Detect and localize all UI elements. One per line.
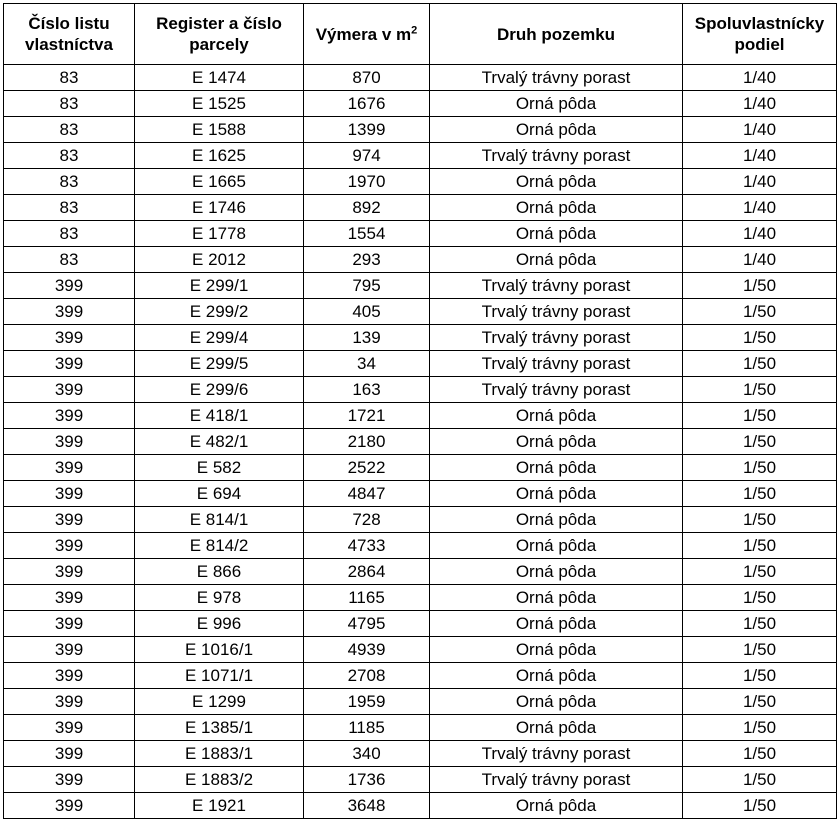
- ownership-share-cell: 1/40: [683, 117, 837, 143]
- table-row: [4, 273, 837, 299]
- parcel-number-cell: E 1016/1: [135, 637, 304, 663]
- ownership-sheet-cell: 399: [4, 767, 135, 793]
- ownership-sheet-cell: 83: [4, 195, 135, 221]
- ownership-share-cell: 1/50: [683, 507, 837, 533]
- land-type-cell: Trvalý trávny porast: [430, 143, 683, 169]
- area-cell: 1554: [304, 221, 430, 247]
- ownership-sheet-cell: 399: [4, 741, 135, 767]
- table-row: [4, 195, 837, 221]
- ownership-sheet-cell: 399: [4, 351, 135, 377]
- parcel-number-cell: E 1883/1: [135, 741, 304, 767]
- ownership-share-cell: 1/50: [683, 429, 837, 455]
- parcel-number-cell: E 694: [135, 481, 304, 507]
- area-cell: 4795: [304, 611, 430, 637]
- header-land-type-text: Druh pozemku: [496, 24, 616, 44]
- header-row: [4, 4, 837, 65]
- land-type-cell: Orná pôda: [430, 117, 683, 143]
- ownership-sheet-cell: 83: [4, 65, 135, 91]
- land-type-cell: Trvalý trávny porast: [430, 325, 683, 351]
- parcel-number-cell: E 482/1: [135, 429, 304, 455]
- area-cell: 2708: [304, 663, 430, 689]
- ownership-share-cell: 1/50: [683, 455, 837, 481]
- area-cell: 1959: [304, 689, 430, 715]
- table-row: [4, 169, 837, 195]
- land-type-cell: Trvalý trávny porast: [430, 65, 683, 91]
- header-land-type: [430, 4, 683, 65]
- header-area-text: Výmera v m: [315, 24, 412, 44]
- parcel-number-cell: E 2012: [135, 247, 304, 273]
- parcel-number-cell: E 1746: [135, 195, 304, 221]
- ownership-share-cell: 1/50: [683, 637, 837, 663]
- area-cell: 728: [304, 507, 430, 533]
- ownership-sheet-cell: 399: [4, 325, 135, 351]
- ownership-sheet-cell: 399: [4, 689, 135, 715]
- area-cell: 1721: [304, 403, 430, 429]
- ownership-sheet-cell: 399: [4, 637, 135, 663]
- land-type-cell: Orná pôda: [430, 221, 683, 247]
- table-row: [4, 663, 837, 689]
- area-cell: 405: [304, 299, 430, 325]
- ownership-sheet-cell: 83: [4, 143, 135, 169]
- land-type-cell: Trvalý trávny porast: [430, 299, 683, 325]
- ownership-share-cell: 1/50: [683, 351, 837, 377]
- header-register-parcel-line2: parcely: [189, 35, 249, 54]
- land-type-cell: Orná pôda: [430, 585, 683, 611]
- table-row: [4, 247, 837, 273]
- ownership-sheet-cell: 83: [4, 91, 135, 117]
- ownership-sheet-cell: 399: [4, 507, 135, 533]
- land-type-cell: Orná pôda: [430, 663, 683, 689]
- parcel-number-cell: E 1071/1: [135, 663, 304, 689]
- parcel-number-cell: E 1385/1: [135, 715, 304, 741]
- area-cell: 1736: [304, 767, 430, 793]
- ownership-share-cell: 1/50: [683, 377, 837, 403]
- table-row: [4, 117, 837, 143]
- table-row: [4, 221, 837, 247]
- parcel-number-cell: E 1588: [135, 117, 304, 143]
- land-type-cell: Orná pôda: [430, 169, 683, 195]
- ownership-share-cell: 1/50: [683, 767, 837, 793]
- land-type-cell: Orná pôda: [430, 559, 683, 585]
- table-row: [4, 351, 837, 377]
- ownership-sheet-cell: 83: [4, 247, 135, 273]
- area-cell: 1399: [304, 117, 430, 143]
- table-row: [4, 689, 837, 715]
- parcel-number-cell: E 299/5: [135, 351, 304, 377]
- ownership-share-cell: 1/50: [683, 533, 837, 559]
- land-type-cell: Trvalý trávny porast: [430, 377, 683, 403]
- ownership-share-cell: 1/50: [683, 715, 837, 741]
- area-cell: 1185: [304, 715, 430, 741]
- ownership-share-cell: 1/50: [683, 741, 837, 767]
- land-type-cell: Orná pôda: [430, 195, 683, 221]
- area-cell: 34: [304, 351, 430, 377]
- land-type-cell: Trvalý trávny porast: [430, 351, 683, 377]
- area-cell: 1676: [304, 91, 430, 117]
- ownership-sheet-cell: 399: [4, 299, 135, 325]
- area-cell: 4733: [304, 533, 430, 559]
- area-cell: 2180: [304, 429, 430, 455]
- parcel-number-cell: E 1625: [135, 143, 304, 169]
- table-row: [4, 715, 837, 741]
- area-cell: 163: [304, 377, 430, 403]
- parcel-number-cell: E 1778: [135, 221, 304, 247]
- table-row: [4, 741, 837, 767]
- ownership-share-cell: 1/40: [683, 65, 837, 91]
- ownership-sheet-cell: 399: [4, 663, 135, 689]
- area-cell: 892: [304, 195, 430, 221]
- ownership-sheet-cell: 83: [4, 117, 135, 143]
- parcel-number-cell: E 1525: [135, 91, 304, 117]
- land-type-cell: Orná pôda: [430, 403, 683, 429]
- table-row: [4, 611, 837, 637]
- land-type-cell: Trvalý trávny porast: [430, 767, 683, 793]
- land-type-cell: Orná pôda: [430, 91, 683, 117]
- land-type-cell: Orná pôda: [430, 637, 683, 663]
- ownership-share-cell: 1/40: [683, 169, 837, 195]
- ownership-share-cell: 1/40: [683, 195, 837, 221]
- parcel-number-cell: E 1883/2: [135, 767, 304, 793]
- table-row: [4, 767, 837, 793]
- area-cell: 870: [304, 65, 430, 91]
- area-cell: 1970: [304, 169, 430, 195]
- parcel-number-cell: E 299/4: [135, 325, 304, 351]
- parcel-number-cell: E 299/1: [135, 273, 304, 299]
- land-type-cell: Orná pôda: [430, 793, 683, 819]
- area-cell: 4847: [304, 481, 430, 507]
- ownership-sheet-cell: 83: [4, 221, 135, 247]
- parcel-number-cell: E 1665: [135, 169, 304, 195]
- table-row: [4, 533, 837, 559]
- land-type-cell: Orná pôda: [430, 247, 683, 273]
- ownership-share-cell: 1/50: [683, 481, 837, 507]
- ownership-share-cell: 1/50: [683, 585, 837, 611]
- parcel-number-cell: E 866: [135, 559, 304, 585]
- ownership-share-cell: 1/50: [683, 611, 837, 637]
- table-row: [4, 91, 837, 117]
- ownership-sheet-cell: 83: [4, 169, 135, 195]
- parcel-number-cell: E 418/1: [135, 403, 304, 429]
- land-type-cell: Trvalý trávny porast: [430, 273, 683, 299]
- ownership-sheet-cell: 399: [4, 585, 135, 611]
- land-type-cell: Orná pôda: [430, 455, 683, 481]
- area-cell: 2864: [304, 559, 430, 585]
- ownership-sheet-cell: 399: [4, 611, 135, 637]
- table-body: [4, 65, 837, 819]
- area-cell: 2522: [304, 455, 430, 481]
- table-row: [4, 429, 837, 455]
- table-row: [4, 403, 837, 429]
- ownership-share-cell: 1/50: [683, 403, 837, 429]
- parcel-number-cell: E 582: [135, 455, 304, 481]
- ownership-share-cell: 1/50: [683, 325, 837, 351]
- parcel-number-cell: E 1474: [135, 65, 304, 91]
- land-type-cell: Trvalý trávny porast: [430, 741, 683, 767]
- parcel-number-cell: E 1299: [135, 689, 304, 715]
- ownership-sheet-cell: 399: [4, 533, 135, 559]
- table-row: [4, 507, 837, 533]
- parcel-table: [3, 3, 837, 819]
- area-cell: 1165: [304, 585, 430, 611]
- ownership-share-cell: 1/40: [683, 143, 837, 169]
- land-type-cell: Orná pôda: [430, 507, 683, 533]
- parcel-number-cell: E 299/2: [135, 299, 304, 325]
- area-cell: 3648: [304, 793, 430, 819]
- table-row: [4, 143, 837, 169]
- parcel-number-cell: E 814/1: [135, 507, 304, 533]
- land-type-cell: Orná pôda: [430, 481, 683, 507]
- table-row: [4, 481, 837, 507]
- ownership-share-cell: 1/40: [683, 247, 837, 273]
- ownership-sheet-cell: 399: [4, 793, 135, 819]
- land-type-cell: Orná pôda: [430, 611, 683, 637]
- header-ownership-share-line2: podiel: [734, 35, 785, 54]
- table-row: [4, 65, 837, 91]
- header-ownership-share-line1: Spoluvlastnícky: [694, 14, 825, 33]
- ownership-sheet-cell: 399: [4, 273, 135, 299]
- table-row: [4, 299, 837, 325]
- area-cell: 974: [304, 143, 430, 169]
- area-cell: 4939: [304, 637, 430, 663]
- ownership-share-cell: 1/50: [683, 689, 837, 715]
- land-type-cell: Orná pôda: [430, 533, 683, 559]
- table-row: [4, 559, 837, 585]
- ownership-sheet-cell: 399: [4, 429, 135, 455]
- ownership-share-cell: 1/40: [683, 91, 837, 117]
- ownership-sheet-cell: 399: [4, 559, 135, 585]
- area-cell: 340: [304, 741, 430, 767]
- area-cell: 293: [304, 247, 430, 273]
- table-header: [4, 4, 837, 65]
- ownership-share-cell: 1/50: [683, 793, 837, 819]
- ownership-share-cell: 1/50: [683, 273, 837, 299]
- land-type-cell: Orná pôda: [430, 715, 683, 741]
- area-cell: 795: [304, 273, 430, 299]
- table-row: [4, 793, 837, 819]
- header-area: [304, 4, 430, 65]
- header-area-superscript: 2: [411, 23, 418, 36]
- ownership-share-cell: 1/40: [683, 221, 837, 247]
- ownership-sheet-cell: 399: [4, 715, 135, 741]
- table-row: [4, 637, 837, 663]
- ownership-share-cell: 1/50: [683, 299, 837, 325]
- ownership-share-cell: 1/50: [683, 559, 837, 585]
- parcel-number-cell: E 814/2: [135, 533, 304, 559]
- table-row: [4, 585, 837, 611]
- table-row: [4, 455, 837, 481]
- header-register-parcel-number: [135, 4, 304, 65]
- header-ownership-sheet-line2: vlastníctva: [25, 35, 113, 54]
- land-type-cell: Orná pôda: [430, 689, 683, 715]
- header-ownership-sheet-line1: Číslo listu: [28, 14, 110, 33]
- header-ownership-sheet-number: [4, 4, 135, 65]
- parcel-number-cell: E 1921: [135, 793, 304, 819]
- parcel-number-cell: E 978: [135, 585, 304, 611]
- land-type-cell: Orná pôda: [430, 429, 683, 455]
- ownership-sheet-cell: 399: [4, 455, 135, 481]
- header-register-parcel-line1: Register a číslo: [156, 14, 282, 33]
- ownership-sheet-cell: 399: [4, 481, 135, 507]
- table-row: [4, 377, 837, 403]
- area-cell: 139: [304, 325, 430, 351]
- table-row: [4, 325, 837, 351]
- parcel-number-cell: E 299/6: [135, 377, 304, 403]
- header-ownership-share: [683, 4, 837, 65]
- parcel-number-cell: E 996: [135, 611, 304, 637]
- ownership-sheet-cell: 399: [4, 403, 135, 429]
- ownership-sheet-cell: 399: [4, 377, 135, 403]
- ownership-share-cell: 1/50: [683, 663, 837, 689]
